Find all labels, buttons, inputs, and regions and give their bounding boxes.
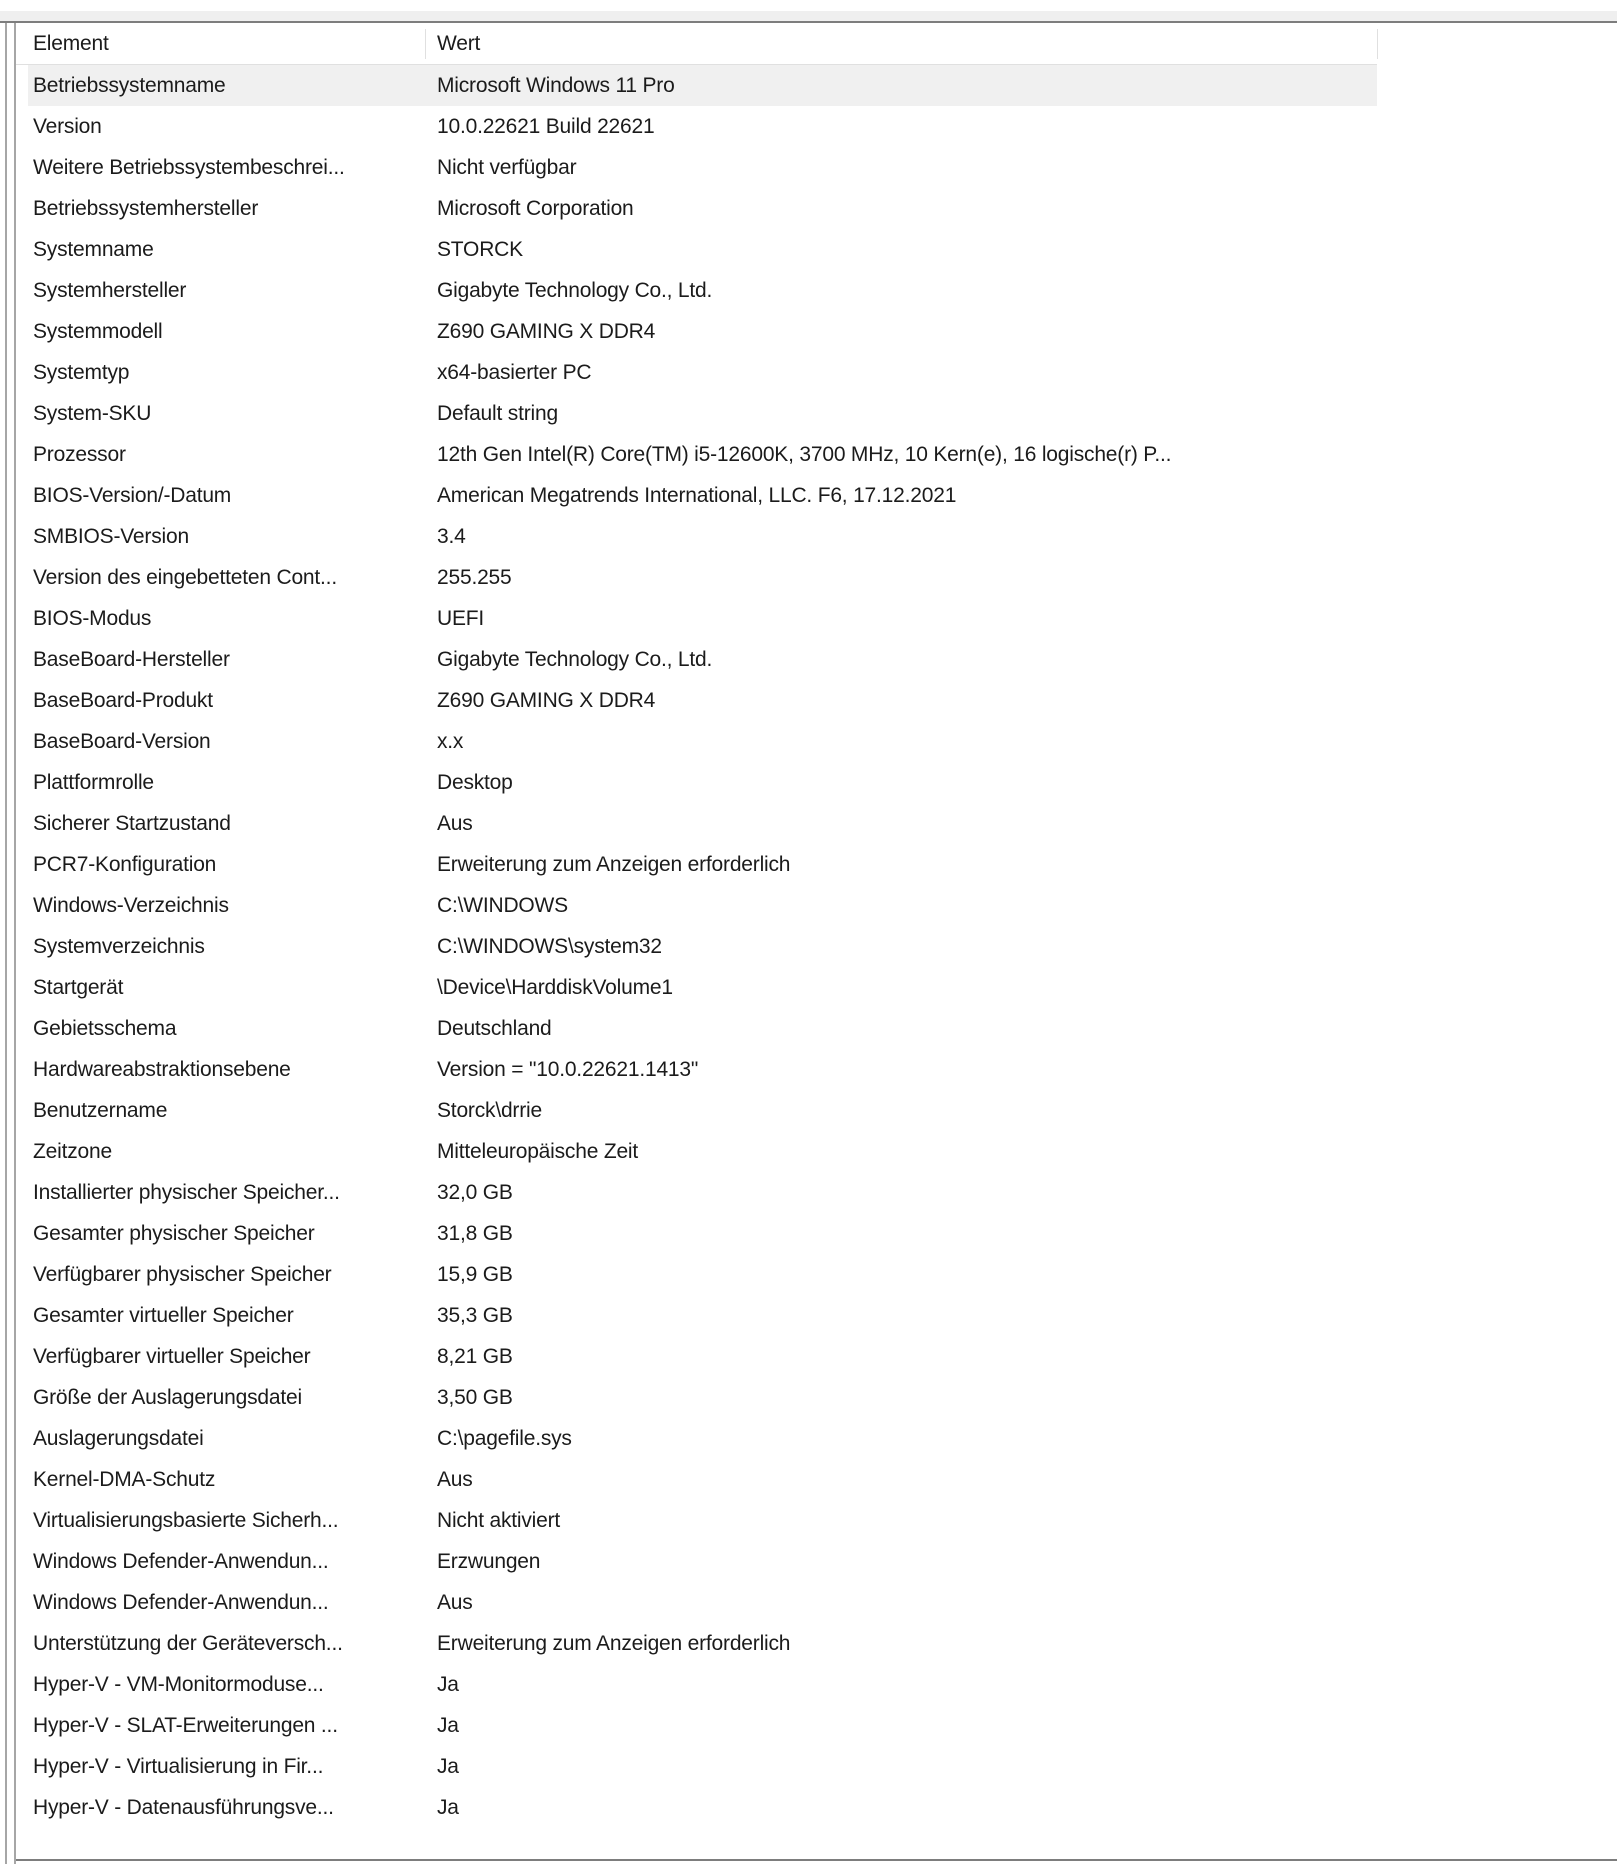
wert-cell: Nicht verfügbar	[437, 156, 577, 179]
table-row[interactable]	[16, 1623, 1617, 1664]
element-cell: Verfügbarer physischer Speicher	[33, 1263, 332, 1286]
element-cell: Gesamter physischer Speicher	[33, 1222, 315, 1245]
element-cell: Plattformrolle	[33, 771, 154, 794]
wert-cell: Z690 GAMING X DDR4	[437, 320, 656, 343]
content-bottom-border	[16, 1859, 1617, 1861]
element-cell: Gebietsschema	[33, 1017, 177, 1040]
table-row[interactable]	[16, 1787, 1617, 1828]
element-cell: Systemverzeichnis	[33, 935, 205, 958]
element-cell: Kernel-DMA-Schutz	[33, 1468, 216, 1491]
nav-pane-right-border	[5, 23, 7, 1864]
element-cell: Betriebssystemhersteller	[33, 197, 259, 220]
table-row[interactable]	[16, 1746, 1617, 1787]
toolbar-bottom-strip	[0, 11, 1617, 21]
table-row[interactable]	[16, 557, 1617, 598]
wert-cell: Storck\drrie	[437, 1099, 542, 1122]
table-row[interactable]	[16, 1541, 1617, 1582]
wert-cell: Aus	[437, 812, 473, 835]
table-row[interactable]	[16, 516, 1617, 557]
wert-cell: Nicht aktiviert	[437, 1509, 561, 1532]
column-resize-handle-element[interactable]	[425, 29, 426, 59]
column-header-element[interactable]: Element	[33, 32, 109, 55]
element-cell: BaseBoard-Hersteller	[33, 648, 230, 671]
table-row[interactable]	[16, 311, 1617, 352]
rows	[16, 65, 1617, 1828]
wert-cell: \Device\HarddiskVolume1	[437, 976, 673, 999]
table-row[interactable]	[16, 1254, 1617, 1295]
element-cell: BIOS-Modus	[33, 607, 152, 630]
table-row[interactable]	[16, 639, 1617, 680]
element-cell: Hyper-V - SLAT-Erweiterungen ...	[33, 1714, 338, 1737]
column-header-wert[interactable]: Wert	[437, 32, 481, 55]
element-cell: Hyper-V - Virtualisierung in Fir...	[33, 1755, 324, 1778]
system-summary-table	[16, 23, 1617, 1859]
element-cell: SMBIOS-Version	[33, 525, 189, 548]
wert-cell: 35,3 GB	[437, 1304, 513, 1327]
element-cell: Installierter physischer Speicher...	[33, 1181, 340, 1204]
element-cell: Virtualisierungsbasierte Sicherh...	[33, 1509, 339, 1532]
table-row[interactable]	[16, 844, 1617, 885]
table-row[interactable]	[16, 147, 1617, 188]
table-row[interactable]	[16, 1500, 1617, 1541]
wert-cell: American Megatrends International, LLC. F6, 17.12.2021	[437, 484, 957, 507]
wert-cell: Erzwungen	[437, 1550, 541, 1573]
table-row[interactable]	[16, 803, 1617, 844]
wert-cell: Aus	[437, 1468, 473, 1491]
table-row[interactable]	[16, 1664, 1617, 1705]
wert-cell: Version = "10.0.22621.1413"	[437, 1058, 699, 1081]
element-cell: System-SKU	[33, 402, 152, 425]
table-row[interactable]	[16, 1336, 1617, 1377]
table-row[interactable]	[16, 393, 1617, 434]
table-row[interactable]	[16, 434, 1617, 475]
element-cell: Unterstützung der Geräteversch...	[33, 1632, 343, 1655]
element-cell: Version	[33, 115, 102, 138]
table-row[interactable]	[16, 926, 1617, 967]
wert-cell: Ja	[437, 1796, 459, 1819]
table-row[interactable]	[16, 475, 1617, 516]
table-row[interactable]	[16, 1459, 1617, 1500]
table-row[interactable]	[16, 270, 1617, 311]
table-row[interactable]	[16, 106, 1617, 147]
table-row[interactable]	[16, 1377, 1617, 1418]
wert-cell: 31,8 GB	[437, 1222, 513, 1245]
table-row[interactable]	[16, 229, 1617, 270]
table-header	[16, 23, 1617, 65]
wert-cell: 32,0 GB	[437, 1181, 513, 1204]
wert-cell: Gigabyte Technology Co., Ltd.	[437, 648, 713, 671]
wert-cell: Gigabyte Technology Co., Ltd.	[437, 279, 713, 302]
table-row[interactable]	[16, 1090, 1617, 1131]
wert-cell: Ja	[437, 1714, 459, 1737]
element-cell: Gesamter virtueller Speicher	[33, 1304, 294, 1327]
table-row[interactable]	[16, 762, 1617, 803]
table-row[interactable]	[16, 967, 1617, 1008]
table-row[interactable]	[16, 1049, 1617, 1090]
table-row[interactable]	[16, 1172, 1617, 1213]
wert-cell: STORCK	[437, 238, 523, 261]
table-row[interactable]	[16, 1008, 1617, 1049]
wert-cell: C:\pagefile.sys	[437, 1427, 572, 1450]
wert-cell: Microsoft Corporation	[437, 197, 634, 220]
element-cell: Hyper-V - VM-Monitormoduse...	[33, 1673, 324, 1696]
element-cell: BaseBoard-Produkt	[33, 689, 213, 712]
wert-cell: Erweiterung zum Anzeigen erforderlich	[437, 1632, 791, 1655]
wert-cell: 3.4	[437, 525, 466, 548]
wert-cell: 255.255	[437, 566, 512, 589]
element-cell: Startgerät	[33, 976, 124, 999]
table-row[interactable]	[16, 1131, 1617, 1172]
column-resize-handle-wert[interactable]	[1377, 29, 1378, 59]
element-cell: Auslagerungsdatei	[33, 1427, 204, 1450]
table-row[interactable]	[16, 721, 1617, 762]
wert-cell: 3,50 GB	[437, 1386, 513, 1409]
element-cell: Version des eingebetteten Cont...	[33, 566, 337, 589]
wert-cell: Ja	[437, 1673, 459, 1696]
element-cell: Betriebssystemname	[33, 74, 226, 97]
table-row[interactable]	[16, 1418, 1617, 1459]
wert-cell: Deutschland	[437, 1017, 552, 1040]
wert-cell: Z690 GAMING X DDR4	[437, 689, 656, 712]
wert-cell: Default string	[437, 402, 558, 425]
wert-cell: 15,9 GB	[437, 1263, 513, 1286]
table-row[interactable]	[16, 65, 1617, 106]
table-row[interactable]	[16, 1295, 1617, 1336]
element-cell: Windows Defender-Anwendun...	[33, 1550, 329, 1573]
wert-cell: C:\WINDOWS	[437, 894, 568, 917]
table-row[interactable]	[16, 1705, 1617, 1746]
element-cell: Systemmodell	[33, 320, 163, 343]
wert-cell: Erweiterung zum Anzeigen erforderlich	[437, 853, 791, 876]
element-cell: BaseBoard-Version	[33, 730, 211, 753]
element-cell: Zeitzone	[33, 1140, 112, 1163]
element-cell: Sicherer Startzustand	[33, 812, 231, 835]
wert-cell: UEFI	[437, 607, 485, 630]
wert-cell: x64-basierter PC	[437, 361, 592, 384]
table-row[interactable]	[16, 188, 1617, 229]
element-cell: Windows-Verzeichnis	[33, 894, 229, 917]
element-cell: PCR7-Konfiguration	[33, 853, 217, 876]
element-cell: Größe der Auslagerungsdatei	[33, 1386, 302, 1409]
element-cell: BIOS-Version/-Datum	[33, 484, 232, 507]
wert-cell: x.x	[437, 730, 464, 753]
table-row[interactable]	[16, 1213, 1617, 1254]
element-cell: Systemname	[33, 238, 154, 261]
wert-cell: 12th Gen Intel(R) Core(TM) i5-12600K, 3700 MHz, 10 Kern(e), 16 logische(r) P...	[437, 443, 1172, 466]
table-row[interactable]	[16, 1582, 1617, 1623]
table-row[interactable]	[16, 598, 1617, 639]
table-row[interactable]	[16, 885, 1617, 926]
wert-cell: 10.0.22621 Build 22621	[437, 115, 655, 138]
wert-cell: 8,21 GB	[437, 1345, 513, 1368]
element-cell: Systemhersteller	[33, 279, 187, 302]
wert-cell: Microsoft Windows 11 Pro	[437, 74, 675, 97]
wert-cell: C:\WINDOWS\system32	[437, 935, 662, 958]
element-cell: Hardwareabstraktionsebene	[33, 1058, 291, 1081]
element-cell: Windows Defender-Anwendun...	[33, 1591, 329, 1614]
wert-cell: Mitteleuropäische Zeit	[437, 1140, 639, 1163]
element-cell: Verfügbarer virtueller Speicher	[33, 1345, 311, 1368]
wert-cell: Ja	[437, 1755, 459, 1778]
table-row[interactable]	[16, 352, 1617, 393]
element-cell: Prozessor	[33, 443, 126, 466]
element-cell: Hyper-V - Datenausführungsve...	[33, 1796, 334, 1819]
wert-cell: Desktop	[437, 771, 513, 794]
table-row[interactable]	[16, 680, 1617, 721]
element-cell: Benutzername	[33, 1099, 168, 1122]
element-cell: Systemtyp	[33, 361, 130, 384]
element-cell: Weitere Betriebssystembeschrei...	[33, 156, 345, 179]
wert-cell: Aus	[437, 1591, 473, 1614]
